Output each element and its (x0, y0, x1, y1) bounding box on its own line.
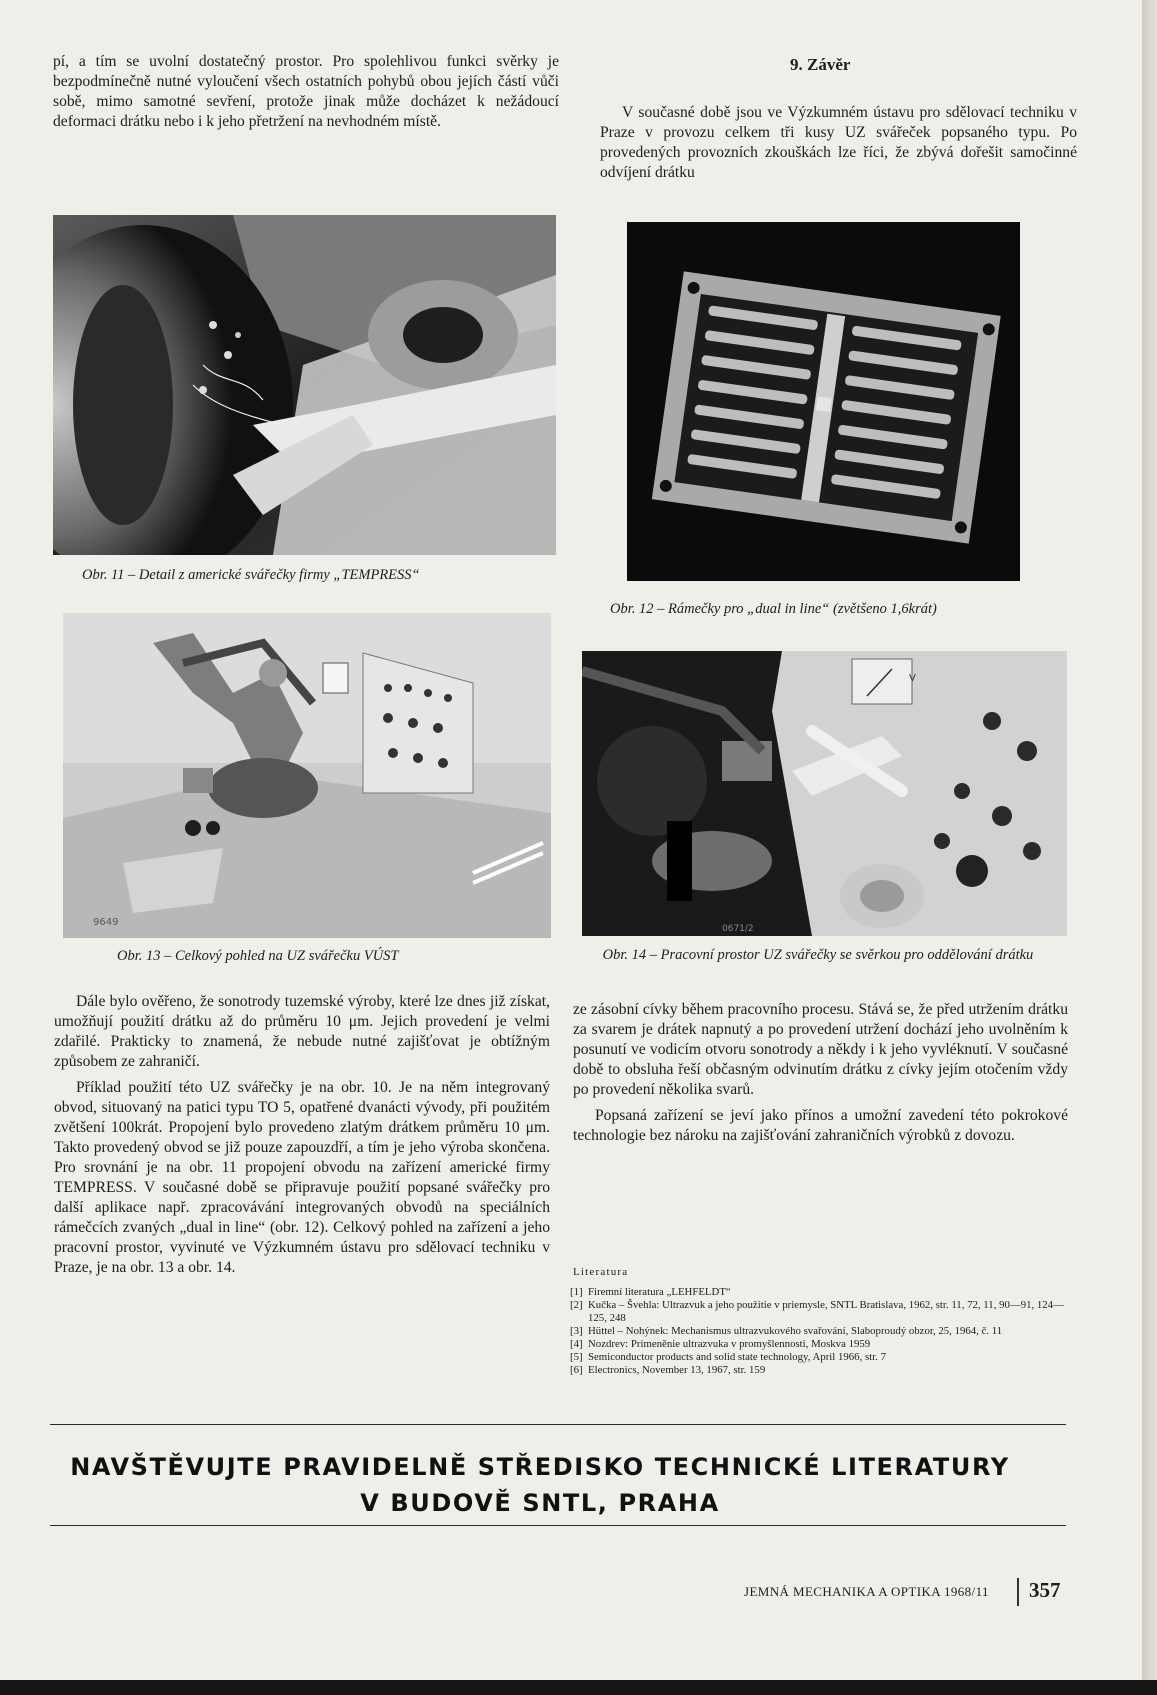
figure-14-caption: Obr. 14 – Pracovní prostor UZ svářečky se svěrkou pro oddělování drátku (602, 947, 1034, 963)
literature-item: [2] Kučka – Švehla: Ultrazvuk a jeho použitie v priemysle, SNTL Bratislava, 1962, str. 11, 72, 11, 90—91, 124—125, 248 (570, 1299, 1064, 1324)
page-number: 357 (1029, 1578, 1061, 1602)
body-paragraph-3: ze zásobní cívky během pracovního procesu. Stává se, že před utržením drátku za svarem je drátek napnutý a po provedení utržení dochází jeho uvolněním k posunutí ve vodicím otvoru sonotrody a někdy i k jeho vyvléknutí. V současné době to obsluha řeší občasným odvinutím drátku z cívky jejím otočením vždy po provedení několika svarů. (573, 1001, 1068, 1098)
figure-14-mark: 0671/2 (722, 924, 754, 934)
figure-12-photo (627, 222, 1020, 581)
footer-divider (1017, 1578, 1019, 1606)
left-column-continuation (53, 52, 559, 132)
figure-11-caption: Obr. 11 – Detail z americké svářečky firmy „TEMPRESS“ (82, 567, 420, 583)
figure-13-photo (63, 613, 551, 938)
figure-13-mark: 9649 (93, 917, 119, 928)
continuation-paragraph: pí, a tím se uvolní dostatečný prostor. Pro spolehlivou funkci svěrky je bezpodmínečně nutné vyloučení všech ostatních pohybů obou jejích částí vůči sobě, mimo samotné sevření, protože jinak může docházet k nežádoucí deformaci drátku nebo i k jeho přetržení na nevhodném místě. (53, 53, 559, 130)
banner-line-2: V BUDOVĚ SNTL, PRAHA (360, 1489, 720, 1517)
literature-title: Literatura (573, 1266, 629, 1278)
journal-footer: JEMNÁ MECHANIKA A OPTIKA 1968/11 (744, 1584, 989, 1599)
conclusion-paragraph: V současné době jsou ve Výzkumném ústavu pro sdělovací techniku v Praze v provozu celkem tři kusy UZ svářeček popsaného typu. Po provedených provozních zkouškách lze říci, že zbývá dořešit samočinné odvíjení drátku (600, 104, 1077, 181)
banner-line-1: NAVŠTĚVUJTE PRAVIDELNĚ STŘEDISKO TECHNICKÉ LITERATURY (70, 1453, 1010, 1481)
literature-item: [1] Firemní literatura „LEHFELDT“ (570, 1286, 731, 1298)
scan-edge-right (1142, 0, 1157, 1695)
literature-item: [4] Nozdrev: Primeněnie ultrazvuka v promyšlennosti, Moskva 1959 (570, 1338, 871, 1350)
figure-14-meter-label: V (909, 673, 916, 684)
figure-14-photo (582, 651, 1067, 936)
figure-13-caption: Obr. 13 – Celkový pohled na UZ svářečku VÚST (117, 948, 399, 964)
body-paragraph-2: Příklad použití této UZ svářečky je na obr. 10. Je na něm integrovaný obvod, situovaný na patici typu TO 5, opatřené dvanácti vývody, při použitém zvětšení 100krát. Propojení bylo provedeno zlatým drátkem průměru 10 μm. Takto provedený obvod se již pouze zapouzdří, a tím je jeho výroba skončena. Pro srovnání je na obr. 11 propojení obvodu na zařízení americké firmy TEMPRESS. V současné době se připravuje použití popsané svářečky pro další aplikace např. zpracovávání integrovaných obvodů na speciálních rámečcích zvaných „dual in line“ (obr. 12). Celkový pohled na zařízení a jeho pracovní prostor, vyvinuté ve Výzkumném ústavu pro sdělovací techniku v Praze, je na obr. 13 a obr. 14. (54, 1079, 550, 1276)
banner-top-rule (50, 1424, 1066, 1425)
figure-11-photo (53, 215, 556, 555)
literature-list (570, 1286, 1070, 1377)
literature-item: [5] Semiconductor products and solid state technology, April 1966, str. 7 (570, 1351, 886, 1363)
right-column-body (573, 1000, 1068, 1146)
left-column-body (54, 992, 550, 1278)
scan-edge-bottom (0, 1680, 1157, 1695)
section-heading: 9. Závěr (790, 55, 851, 74)
body-paragraph-1: Dále bylo ověřeno, že sonotrody tuzemské výroby, které lze dnes již získat, umožňují použití drátku až do průměru 10 μm. Jejich provedení je velmi zdařilé. Prakticky to znamená, že nebude nutné zajišťovat je obtížným způsobem ze zahraničí. (54, 993, 550, 1070)
banner-bottom-rule (50, 1525, 1066, 1526)
figure-12-caption: Obr. 12 – Rámečky pro „dual in line“ (zvětšeno 1,6krát) (610, 601, 937, 617)
literature-item: [3] Hüttel – Nohýnek: Mechanismus ultrazvukového svařování, Slaboproudý obzor, 25, 1964, č. 11 (570, 1325, 1003, 1337)
conclusion-intro (600, 103, 1077, 183)
literature-item: [6] Electronics, November 13, 1967, str. 159 (570, 1364, 766, 1376)
body-paragraph-4: Popsaná zařízení se jeví jako přínos a umožní zavedení této pokrokové technologie bez nároku na zajišťování zahraničních výrobků z dovozu. (573, 1107, 1068, 1144)
